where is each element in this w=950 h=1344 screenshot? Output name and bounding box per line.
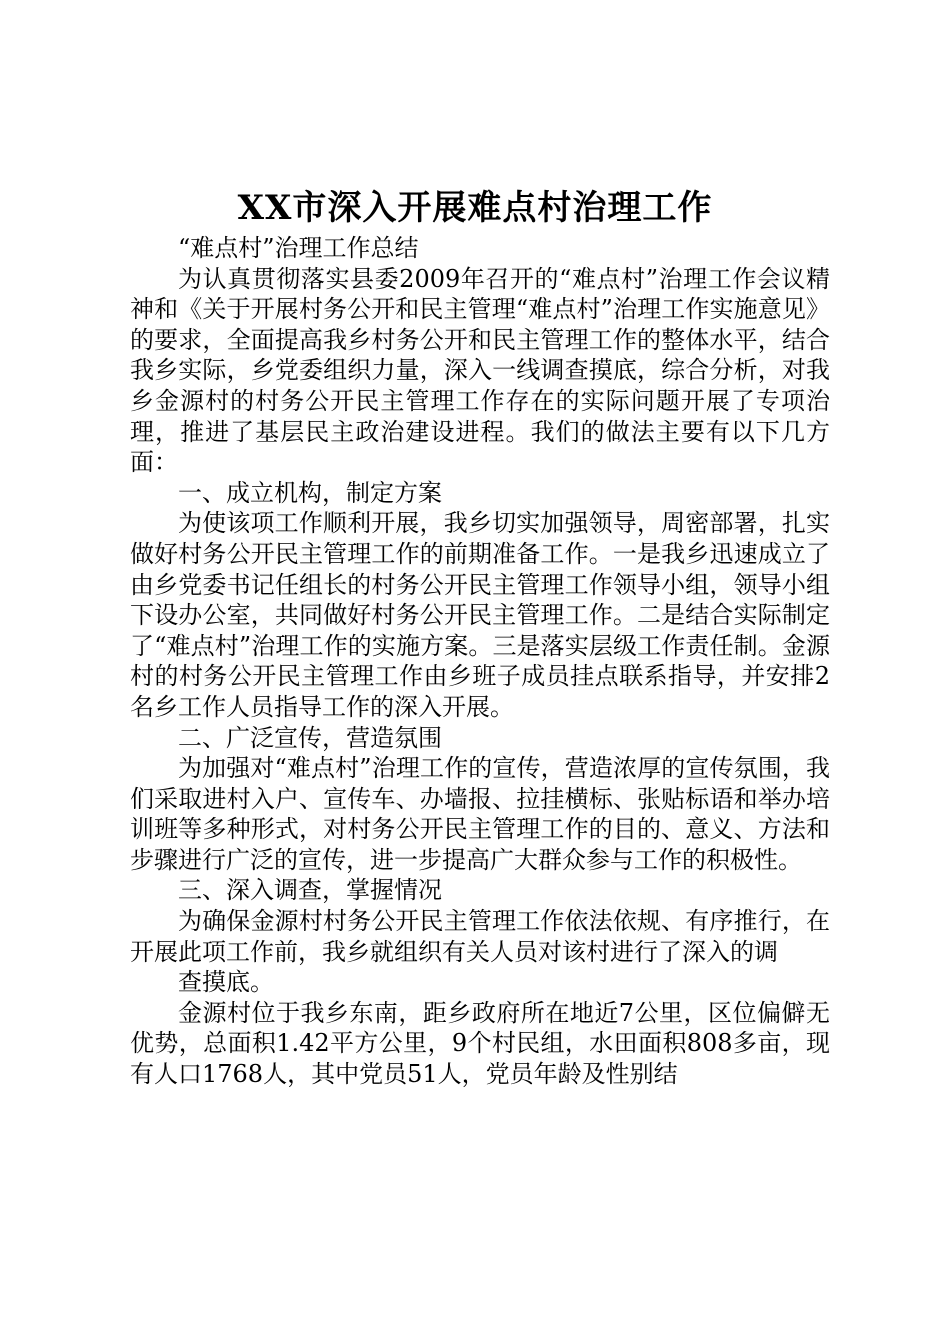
document-title: XX市深入开展难点村治理工作	[237, 188, 713, 228]
subtitle: “难点村”治理工作总结	[178, 234, 419, 262]
paragraph-section-3: 为确保金源村村务公开民主管理工作依法依规、有序推行，在开展此项工作前，我乡就组织有关人员对该村进行了深入的调	[130, 907, 830, 966]
section-heading-3: 三、深入调查，掌握情况	[178, 876, 442, 905]
paragraph-continuation: 查摸底。	[178, 968, 274, 997]
document-body	[130, 233, 830, 1090]
section-heading-1: 一、成立机构，制定方案	[178, 478, 442, 507]
paragraph-section-1: 为使该项工作顺利开展，我乡切实加强领导，周密部署，扎实做好村务公开民主管理工作的前期准备工作。一是我乡迅速成立了由乡党委书记任组长的村务公开民主管理工作领导小组，领导小组下设办公室，共同做好村务公开民主管理工作。二是结合实际制定了“难点村”治理工作的实施方案。三是落实层级工作责任制。金源村的村务公开民主管理工作由乡班子成员挂点联系指导，并安排2名乡工作人员指导工作的深入开展。	[130, 509, 830, 721]
section-heading-2: 二、广泛宣传，营造氛围	[178, 723, 442, 752]
paragraph-section-2: 为加强对“难点村”治理工作的宣传，营造浓厚的宣传氛围，我们采取进村入户、宣传车、办墙报、拉挂横标、张贴标语和举办培训班等多种形式，对村务公开民主管理工作的目的、意义、方法和步骤进行广泛的宣传，进一步提高广大群众参与工作的积极性。	[130, 754, 830, 874]
paragraph-village-info: 金源村位于我乡东南，距乡政府所在地近7公里，区位偏僻无优势，总面积1.42平方公里，9个村民组，水田面积808多亩，现有人口1768人，其中党员51人，党员年龄及性别结	[130, 998, 830, 1089]
paragraph-intro: 为认真贯彻落实县委2009年召开的“难点村”治理工作会议精神和《关于开展村务公开和民主管理“难点村”治理工作实施意见》的要求，全面提高我乡村务公开和民主管理工作的整体水平，结合我乡实际，乡党委组织力量，深入一线调查摸底，综合分析，对我乡金源村的村务公开民主管理工作存在的实际问题开展了专项治理，推进了基层民主政治建设进程。我们的做法主要有以下几方面：	[130, 264, 830, 477]
